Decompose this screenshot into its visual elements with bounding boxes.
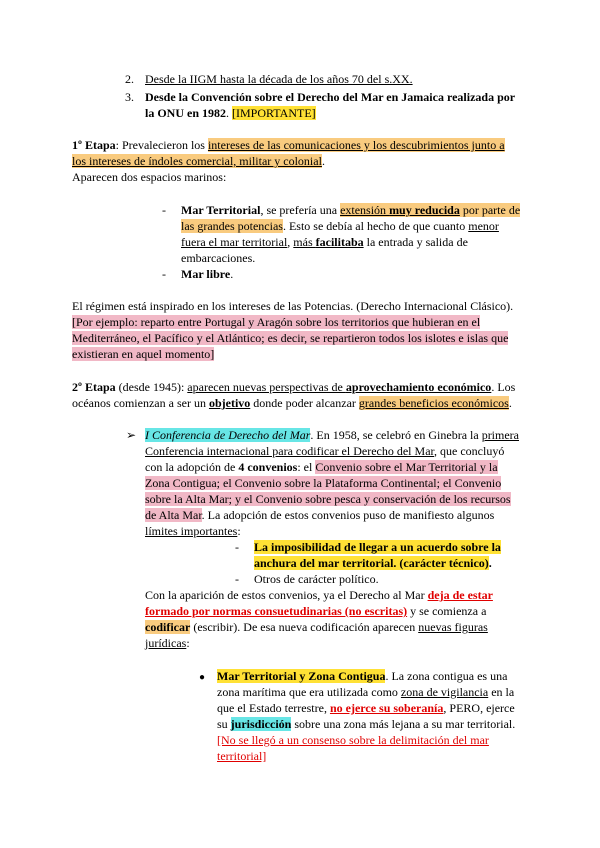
mar-libre: Mar libre. [181, 267, 234, 281]
bullet-dash: - [162, 267, 166, 281]
etapa2-line2: océanos comienzan a ser un objetivo donde poder alcanzar grandes beneficios económicos. [72, 396, 512, 410]
list-item-3-number: 3. [125, 90, 134, 104]
mtzc-nota-line1: [No se llegó a un consenso sobre la delimitación del mar [217, 733, 489, 747]
aparicion-line1: Con la aparición de estos convenios, ya el Derecho al Mar deja de estar [145, 588, 493, 602]
mtzc-line3: que el Estado terrestre, no ejerce su soberanía, PERO, ejerce [217, 701, 515, 715]
conferencia-title: I Conferencia de Derecho del Mar [145, 428, 311, 442]
ejemplo-line3: existieran en aquel momento] [72, 347, 215, 361]
mtzc-line2: zona marítima que era utilizada como zona de vigilancia en la [217, 685, 515, 699]
mtzc-term: Mar Territorial y Zona Contigua [217, 669, 386, 683]
conferencia-line5: sobre la Alta Mar; y el Convenio sobre pesca y conservación de los recursos [145, 492, 511, 506]
conferencia-line3: con la adopción de 4 convenios: el Convenio sobre el Mar Territorial y la [145, 460, 498, 474]
conferencia-line6: de Alta Mar. La adopción de estos convenios puso de manifiesto algunos [145, 508, 495, 522]
regimen-text: El régimen está inspirado en los intereses de las Potencias. (Derecho Internacional Clásico). [72, 299, 514, 313]
mtzc-nota-line2: territorial] [217, 749, 267, 763]
important-tag: [IMPORTANTE] [232, 106, 316, 120]
bullet-dash: - [235, 572, 239, 586]
list-item-2-text: Desde la IIGM hasta la década de los años 70 del s.XX. [145, 72, 413, 86]
etapa1-label: 1º Etapa [72, 138, 116, 152]
espacios-marinos: Aparecen dos espacios marinos: [72, 170, 227, 184]
conferencia-line4: Zona Contigua; el Convenio sobre la Plataforma Continental; el Convenio [145, 476, 502, 490]
aparicion-line2: formado por normas consuetudinarias (no escritas) y se comienza a [145, 604, 487, 618]
ejemplo-line1: [Por ejemplo: reparto entre Portugal y Aragón sobre los territorios que hubieran en el [72, 315, 481, 329]
ejemplo-line2: Mediterráneo, el Pacífico y el Atlántico; es decir, se repartieron todos los islotes e islas que [72, 331, 509, 345]
etapa2-line1: 2º Etapa (desde 1945): aparecen nuevas perspectivas de aprovechamiento económico. Los [72, 380, 516, 394]
onu-1982: la ONU en 1982 [145, 106, 226, 120]
etapa2-label: 2º Etapa [72, 380, 116, 394]
conferencia-line2: Conferencia internacional para codificar el Derecho del Mar, que concluyó [145, 444, 505, 458]
mtzc-line1: Mar Territorial y Zona Contigua. La zona contigua es una [217, 669, 508, 683]
conferencia-line1: I Conferencia de Derecho del Mar. En 1958, se celebró en Ginebra la primera [145, 428, 519, 442]
mar-territorial-line1: Mar Territorial, se prefería una extensión muy reducida por parte de [181, 203, 521, 217]
aparicion-line4: jurídicas: [145, 636, 190, 650]
mar-territorial-line4: embarcaciones. [181, 251, 256, 265]
round-bullet-icon: ● [199, 672, 206, 683]
mar-territorial-line2: las grandes potencias. Esto se debía al hecho de que cuanto menor [181, 219, 499, 233]
conferencia-line7: límites importantes: [145, 524, 241, 538]
mar-territorial-line3: fuera el mar territorial, más facilitaba la entrada y salida de [181, 235, 468, 249]
limite-1-line1: La imposibilidad de llegar a un acuerdo sobre la [254, 540, 501, 554]
list-item-3-line2: la ONU en 1982. [IMPORTANTE] [145, 106, 316, 120]
bullet-dash: - [235, 540, 239, 554]
bullet-dash: - [162, 203, 166, 217]
etapa1-line1: 1º Etapa: Prevalecieron los intereses de las comunicaciones y los descubrimientos junto a [72, 138, 505, 152]
etapa1-highlight-1: intereses de las comunicaciones y los descubrimientos junto a [207, 138, 505, 152]
limite-1-line2: anchura del mar territorial. (carácter técnico). [254, 556, 492, 570]
mtzc-line4: su jurisdicción sobre una zona más lejana a su mar territorial. [217, 717, 516, 731]
etapa1-line2: los intereses de índoles comercial, militar y colonial. [72, 154, 325, 168]
etapa1-highlight-2: los intereses de índoles comercial, militar y colonial [72, 154, 322, 168]
aparicion-line3: codificar (escribir). De esa nueva codificación aparecen nuevas figuras [145, 620, 488, 634]
limite-2: Otros de carácter político. [254, 572, 379, 586]
list-item-2-number: 2. [125, 72, 134, 86]
list-item-3-line1: Desde la Convención sobre el Derecho del Mar en Jamaica realizada por [145, 90, 516, 104]
mar-territorial-term: Mar Territorial [181, 203, 261, 217]
arrow-bullet-icon: ➢ [126, 428, 137, 442]
